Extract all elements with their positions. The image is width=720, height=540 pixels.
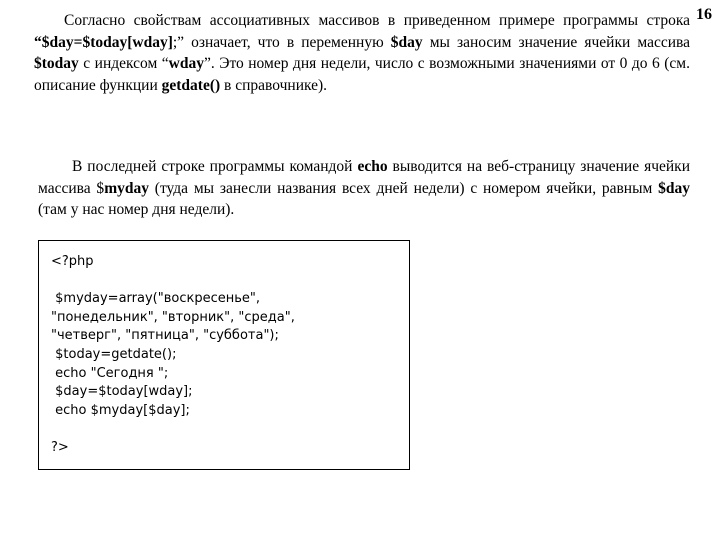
code-line: echo "Сегодня "; [51, 365, 169, 381]
paragraph-assoc-array [34, 10, 690, 96]
p1-bold-wday: wday [168, 55, 204, 72]
p2-bold-day-var: $day [658, 179, 690, 197]
p1-bold-getdate: getdate() [161, 76, 221, 94]
p1-text-4: с индексом “ [78, 55, 169, 72]
p1-bold-expression: “$day=$today[wday] [34, 33, 173, 51]
code-line: $today=getdate(); [51, 346, 177, 362]
p1-bold-day-var: $day [390, 33, 423, 51]
code-listing-box [38, 240, 410, 470]
p2-bold-echo: echo [357, 158, 388, 175]
code-line: $myday=array("воскресенье", [51, 291, 260, 307]
p2-text-1: В последней строке программы командой [72, 158, 358, 175]
page-number: 16 [696, 6, 712, 23]
p2-bold-myday: myday [104, 179, 149, 197]
code-line: "четверг", "пятница", "суббота"); [51, 328, 279, 344]
code-line: ?> [51, 439, 69, 455]
p2-text-2: выводится на веб-страницу значение ячейки массива $ [38, 158, 690, 197]
p1-text-1: Согласно свойствам ассоциативных массивов в приведенном примере программы строка [64, 12, 690, 29]
p2-text-4: (там у нас номер дня недели). [38, 201, 235, 218]
code-listing [39, 241, 409, 458]
p1-text-3: мы заносим значение ячейки массива [422, 33, 691, 51]
p1-text-5: ”. Это номер дня недели, число с возможными значениями от 0 до 6 (см. описание функции [34, 55, 690, 94]
code-line: "понедельник", "вторник", "среда", [51, 309, 295, 325]
p1-text-6: в справочнике). [220, 76, 328, 94]
p2-text-3: (туда мы занесли названия всех дней недели) с номером ячейки, равным [148, 179, 659, 197]
p1-text-2: ;” означает, что в переменную [172, 33, 391, 51]
code-line: echo $myday[$day]; [51, 402, 190, 418]
code-line: $day=$today[wday]; [51, 384, 193, 400]
p1-bold-today-var: $today [34, 55, 79, 72]
code-line: <?php [51, 254, 94, 269]
paragraph-echo [38, 156, 690, 221]
